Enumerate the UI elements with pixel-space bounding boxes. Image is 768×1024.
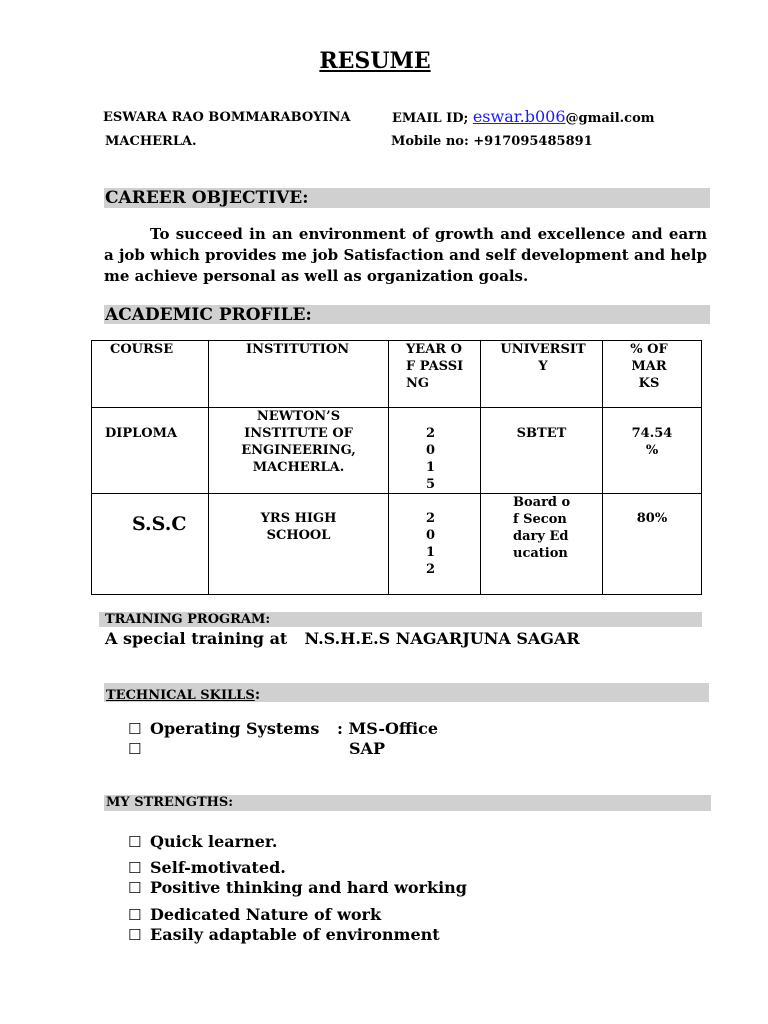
skill-item (128, 739, 150, 759)
cell-institution: NEWTON’S INSTITUTE OF ENGINEERING, MACHERLA. (209, 408, 389, 494)
col-marks: % OF MARKS (603, 341, 702, 408)
col-course: COURSE (92, 341, 209, 408)
check-box-icon: ☐ (128, 833, 142, 851)
strengths-heading: MY STRENGTHS: (104, 795, 711, 811)
candidate-name: ESWARA RAO BOMMARABOYINA (103, 110, 351, 125)
cell-marks: 80% (603, 494, 702, 595)
check-box-icon: ☐ (128, 906, 142, 924)
training-prefix: A special training at (105, 629, 288, 648)
list-item: ☐ Self-motivated. (128, 858, 286, 877)
list-item: ☐ Easily adaptable of environment (128, 925, 440, 944)
check-box-icon: ☐ (128, 926, 142, 944)
check-box-icon: ☐ (128, 740, 142, 758)
email-label: EMAIL ID; (392, 111, 469, 126)
table-row (92, 408, 702, 494)
career-objective-heading: CAREER OBJECTIVE: (104, 188, 710, 208)
list-item: ☐ Dedicated Nature of work (128, 905, 382, 924)
email-domain: @gmail.com (565, 111, 655, 126)
table-header-row (92, 341, 702, 408)
technical-skills-heading (106, 685, 260, 703)
training-place: N.S.H.E.S NAGARJUNA SAGAR (304, 629, 580, 648)
list-item: ☐ Quick learner. (128, 832, 278, 851)
cell-university: SBTET (481, 408, 603, 494)
academic-profile-heading: ACADEMIC PROFILE: (104, 305, 710, 324)
training-text (105, 629, 580, 648)
page-title: RESUME (319, 48, 431, 74)
cell-marks: 74.54 % (603, 408, 702, 494)
list-item: ☐ Positive thinking and hard working (128, 878, 467, 897)
mobile-number: Mobile no: +917095485891 (391, 134, 593, 149)
technical-skills-colon: : (254, 685, 261, 703)
email-line (392, 107, 655, 126)
cell-institution: YRS HIGH SCHOOL (209, 494, 389, 595)
skill-value: : MS-Office (337, 719, 439, 738)
check-box-icon: ☐ (128, 879, 142, 897)
cell-year: 2012 (389, 494, 481, 595)
email-link[interactable]: eswar.b006 (472, 107, 566, 126)
career-objective-body: To succeed in an environment of growth and excellence and earn a job which provides me job Satisfaction and self development and help me achieve personal as well as organization goals. (104, 225, 707, 285)
table-row (92, 494, 702, 595)
technical-skills-title: TECHNICAL SKILLS (106, 688, 255, 703)
col-year: YEAR OF PASSING (389, 341, 481, 408)
col-institution: INSTITUTION (209, 341, 389, 408)
cell-course: S.S.C (92, 494, 209, 595)
check-box-icon: ☐ (128, 859, 142, 877)
cell-course: DIPLOMA (92, 408, 209, 494)
cell-university: Board of Secondary Education (481, 494, 603, 595)
training-heading: TRAINING PROGRAM: (99, 612, 702, 627)
skill-value: SAP (349, 739, 385, 758)
col-university: UNIVERSITY (481, 341, 603, 408)
academic-table (91, 340, 702, 595)
candidate-location: MACHERLA. (105, 134, 197, 149)
career-objective-text (104, 224, 707, 287)
skill-label: Operating Systems (150, 719, 320, 738)
cell-year: 2015 (389, 408, 481, 494)
check-box-icon: ☐ (128, 720, 142, 738)
skill-item (128, 719, 319, 739)
